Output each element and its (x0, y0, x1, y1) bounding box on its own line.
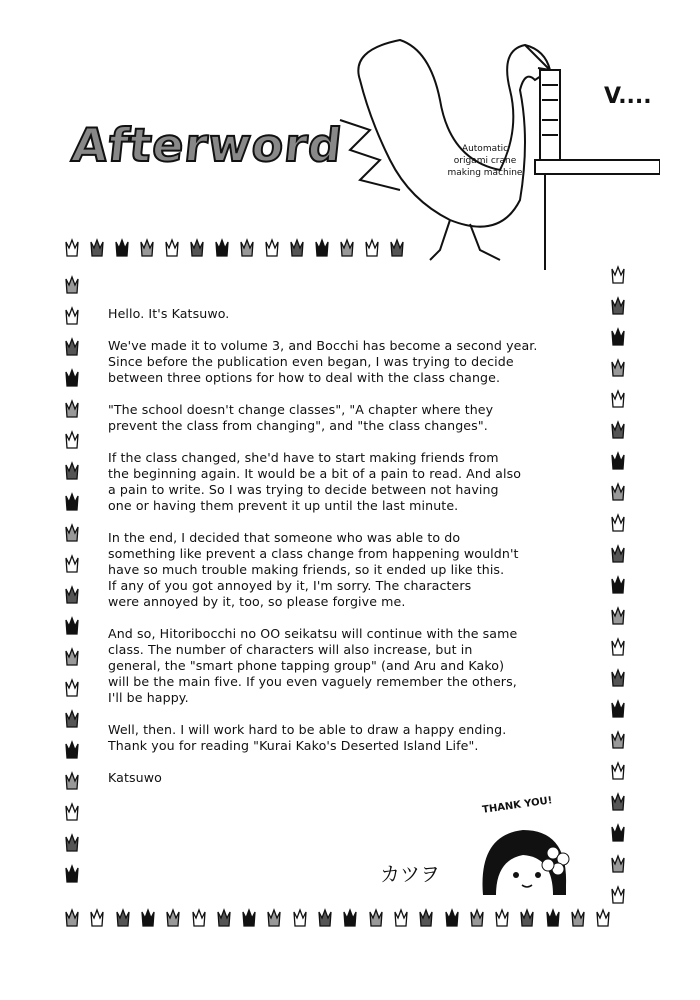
crane-caption-line: making machine (447, 168, 523, 178)
crown-icon (89, 238, 105, 258)
crown-icon (610, 482, 626, 502)
letter-line: prevent the class from changing", and "the class changes". (108, 418, 488, 433)
crown-icon (64, 647, 80, 667)
letter-paragraph (108, 338, 608, 386)
crown-icon (89, 908, 105, 928)
letter-line: something like prevent a class change from happening wouldn't (108, 546, 519, 561)
letter-line: In the end, I decided that someone who was able to do (108, 530, 461, 545)
crown-icon (444, 908, 460, 928)
letter-line: the beginning again. It would be a bit of a pain to read. And also (108, 466, 522, 481)
crown-icon (610, 451, 626, 471)
crown-icon (64, 492, 80, 512)
crown-icon (64, 802, 80, 822)
sound-effect: V.... (604, 84, 652, 109)
crown-icon (610, 420, 626, 440)
letter-line: general, the "smart phone tapping group" (and Aru and Kako) (108, 658, 505, 673)
thank-you-text: THANK YOU! (481, 795, 554, 816)
letter-line: will be the main five. If you even vaguely remember the others, (108, 674, 517, 689)
crown-icon (595, 908, 611, 928)
crown-icon (610, 668, 626, 688)
crown-icon (64, 368, 80, 388)
letter-line: Katsuwo (108, 770, 162, 785)
crown-icon (189, 238, 205, 258)
crown-icon (164, 238, 180, 258)
crown-icon (610, 823, 626, 843)
letter-line: Hello. It's Katsuwo. (108, 306, 230, 321)
crown-icon (610, 730, 626, 750)
crown-icon (64, 833, 80, 853)
letter-paragraph (108, 626, 608, 706)
letter-line: If any of you got annoyed by it, I'm sorry. The characters (108, 578, 472, 593)
crown-icon (289, 238, 305, 258)
crane-caption-line: origami crane (453, 156, 517, 166)
letter-line: one or having them prevent it up until the last minute. (108, 498, 459, 513)
crown-icon (64, 523, 80, 543)
letter-line: were annoyed by it, too, so please forgive me. (108, 594, 406, 609)
origami-crane-machine-illustration (330, 10, 660, 270)
crown-icon (64, 771, 80, 791)
letter-paragraph (108, 306, 608, 322)
crown-icon (368, 908, 384, 928)
crown-icon (610, 699, 626, 719)
crown-icon (570, 908, 586, 928)
crown-icon (64, 461, 80, 481)
crown-icon (610, 575, 626, 595)
crown-icon (314, 238, 330, 258)
crown-icon (519, 908, 535, 928)
crown-icon (610, 358, 626, 378)
crane-caption (440, 143, 530, 179)
crown-icon (292, 908, 308, 928)
crown-icon (610, 761, 626, 781)
crown-icon (115, 908, 131, 928)
crown-icon (418, 908, 434, 928)
crown-icon (389, 238, 405, 258)
crown-icon (610, 606, 626, 626)
crown-icon (64, 554, 80, 574)
letter-line: class. The number of characters will also increase, but in (108, 642, 473, 657)
letter-paragraph (108, 722, 608, 754)
letter-line: Since before the publication even began, I was trying to decide (108, 354, 514, 369)
crown-icon (241, 908, 257, 928)
letter-paragraph (108, 402, 608, 434)
crown-icon (393, 908, 409, 928)
letter-line: Well, then. I will work hard to be able to draw a happy ending. (108, 722, 507, 737)
crown-icon (610, 296, 626, 316)
letter-line: a pain to write. So I was trying to decide between not having (108, 482, 499, 497)
letter-line: If the class changed, she'd have to start making friends from (108, 450, 499, 465)
letter-line: "The school doesn't change classes", "A chapter where they (108, 402, 494, 417)
letter-line: I'll be happy. (108, 690, 189, 705)
crown-icon (64, 908, 80, 928)
crown-icon (342, 908, 358, 928)
letter-body (108, 306, 608, 802)
crown-icon (64, 337, 80, 357)
crown-icon (140, 908, 156, 928)
crown-icon (216, 908, 232, 928)
crown-icon (64, 585, 80, 605)
letter-paragraph (108, 530, 608, 610)
crown-icon (610, 544, 626, 564)
letter-line: have so much trouble making friends, so it ended up like this. (108, 562, 505, 577)
crown-icon (64, 275, 80, 295)
crown-icon (64, 306, 80, 326)
crown-icon (610, 854, 626, 874)
crown-icon (364, 238, 380, 258)
crown-icon (610, 885, 626, 905)
letter-line: Thank you for reading "Kurai Kako's Deserted Island Life". (108, 738, 479, 753)
crane-caption-line: Automatic (461, 144, 509, 154)
crown-icon (494, 908, 510, 928)
author-avatar-drawing (478, 825, 573, 900)
crown-icon (610, 327, 626, 347)
crown-icon (214, 238, 230, 258)
crown-icon (266, 908, 282, 928)
crown-icon (165, 908, 181, 928)
crown-icon (64, 399, 80, 419)
crown-icon (610, 637, 626, 657)
crown-icon (139, 238, 155, 258)
crown-icon (64, 616, 80, 636)
letter-line: We've made it to volume 3, and Bocchi has become a second year. (108, 338, 538, 353)
crown-icon (610, 792, 626, 812)
crown-icon (64, 238, 80, 258)
crown-icon (317, 908, 333, 928)
crown-icon (114, 238, 130, 258)
crown-icon (264, 238, 280, 258)
letter-paragraph (108, 770, 608, 786)
crown-icon (64, 740, 80, 760)
crown-icon (610, 513, 626, 533)
crown-icon (191, 908, 207, 928)
crown-icon (469, 908, 485, 928)
crown-icon (610, 389, 626, 409)
crown-icon (610, 265, 626, 285)
afterword-title: Afterword (69, 118, 346, 172)
crown-icon (64, 430, 80, 450)
crown-icon (239, 238, 255, 258)
signature: カツヲ (380, 862, 440, 886)
letter-line: And so, Hitoribocchi no OO seikatsu will continue with the same (108, 626, 518, 641)
crown-icon (64, 864, 80, 884)
crown-icon (64, 709, 80, 729)
letter-line: between three options for how to deal with the class change. (108, 370, 501, 385)
crown-icon (64, 678, 80, 698)
crown-icon (545, 908, 561, 928)
crown-icon (339, 238, 355, 258)
letter-paragraph (108, 450, 608, 514)
